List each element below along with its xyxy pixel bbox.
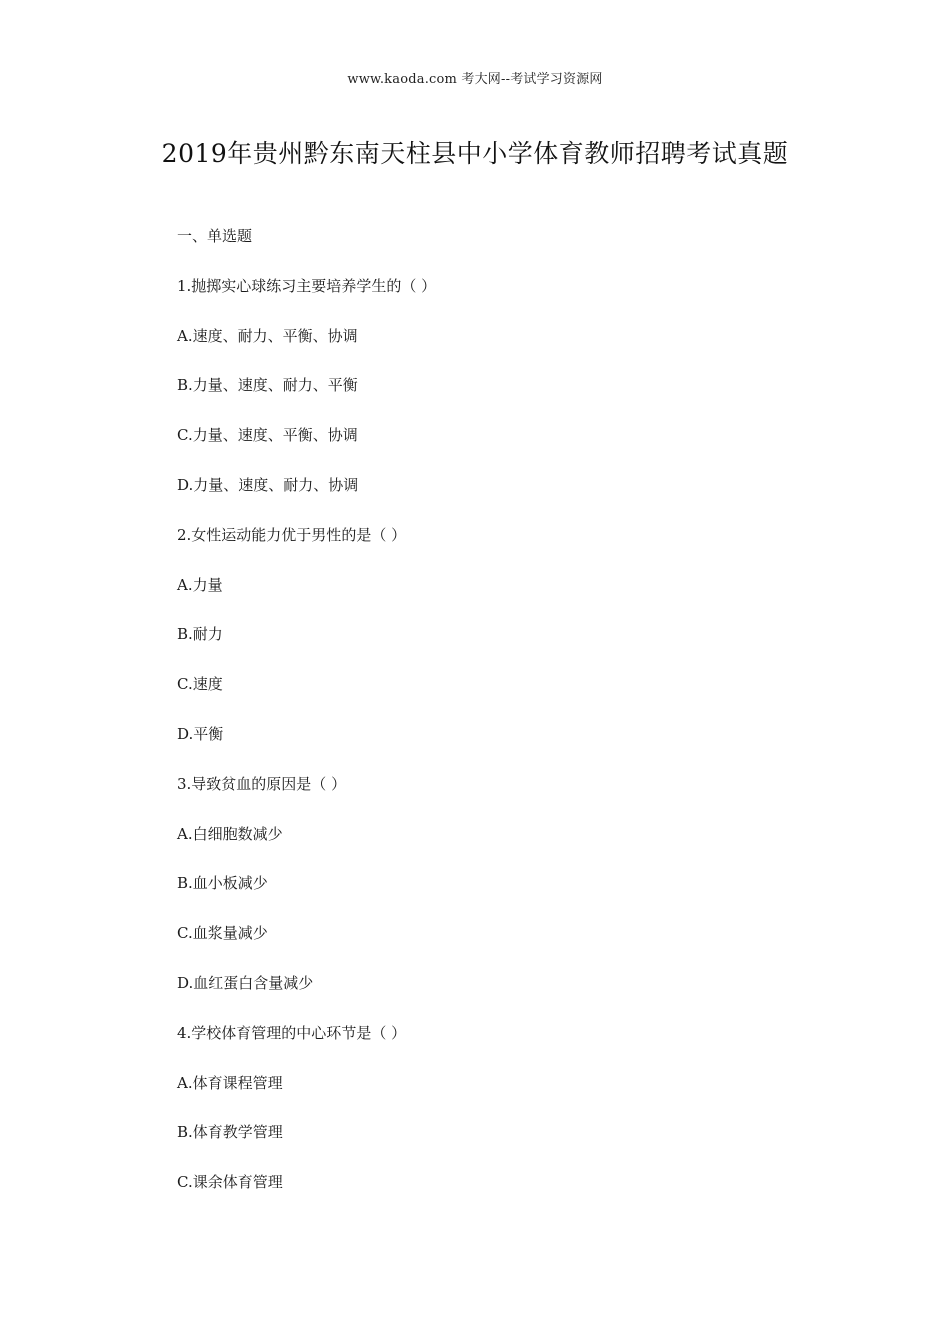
- document-body: [177, 226, 877, 1222]
- question-3-option-c: C.血浆量减少: [177, 924, 268, 943]
- question-1-option-c: C.力量、速度、平衡、协调: [177, 426, 358, 445]
- question-1-option-a: A.速度、耐力、平衡、协调: [177, 326, 358, 345]
- question-3-option-b: B.血小板减少: [177, 874, 268, 893]
- question-1-stem: 1.抛掷实心球练习主要培养学生的（ ）: [177, 276, 437, 295]
- question-2-option-c: C.速度: [177, 675, 223, 694]
- question-4-option-b: B.体育教学管理: [177, 1123, 283, 1142]
- question-2-option-d: D.平衡: [177, 724, 224, 743]
- question-3-option-a: A.白细胞数减少: [177, 824, 283, 843]
- document-title: 2019年贵州黔东南天柱县中小学体育教师招聘考试真题: [161, 139, 789, 168]
- question-4-stem: 4.学校体育管理的中心环节是（ ）: [177, 1023, 407, 1042]
- section-heading: 一、单选题: [177, 227, 253, 245]
- question-1-option-b: B.力量、速度、耐力、平衡: [177, 376, 358, 395]
- question-2-option-a: A.力量: [177, 575, 223, 594]
- question-1-option-d: D.力量、速度、耐力、协调: [177, 475, 359, 494]
- question-2-option-b: B.耐力: [177, 625, 223, 644]
- page-header-site: www.kaoda.com 考大网--考试学习资源网: [347, 72, 603, 87]
- question-2-stem: 2.女性运动能力优于男性的是（ ）: [177, 525, 407, 544]
- question-3-option-d: D.血红蛋白含量减少: [177, 973, 314, 992]
- question-3-stem: 3.导致贫血的原因是（ ）: [177, 774, 347, 793]
- question-4-option-c: C.课余体育管理: [177, 1173, 283, 1192]
- question-4-option-a: A.体育课程管理: [177, 1073, 283, 1092]
